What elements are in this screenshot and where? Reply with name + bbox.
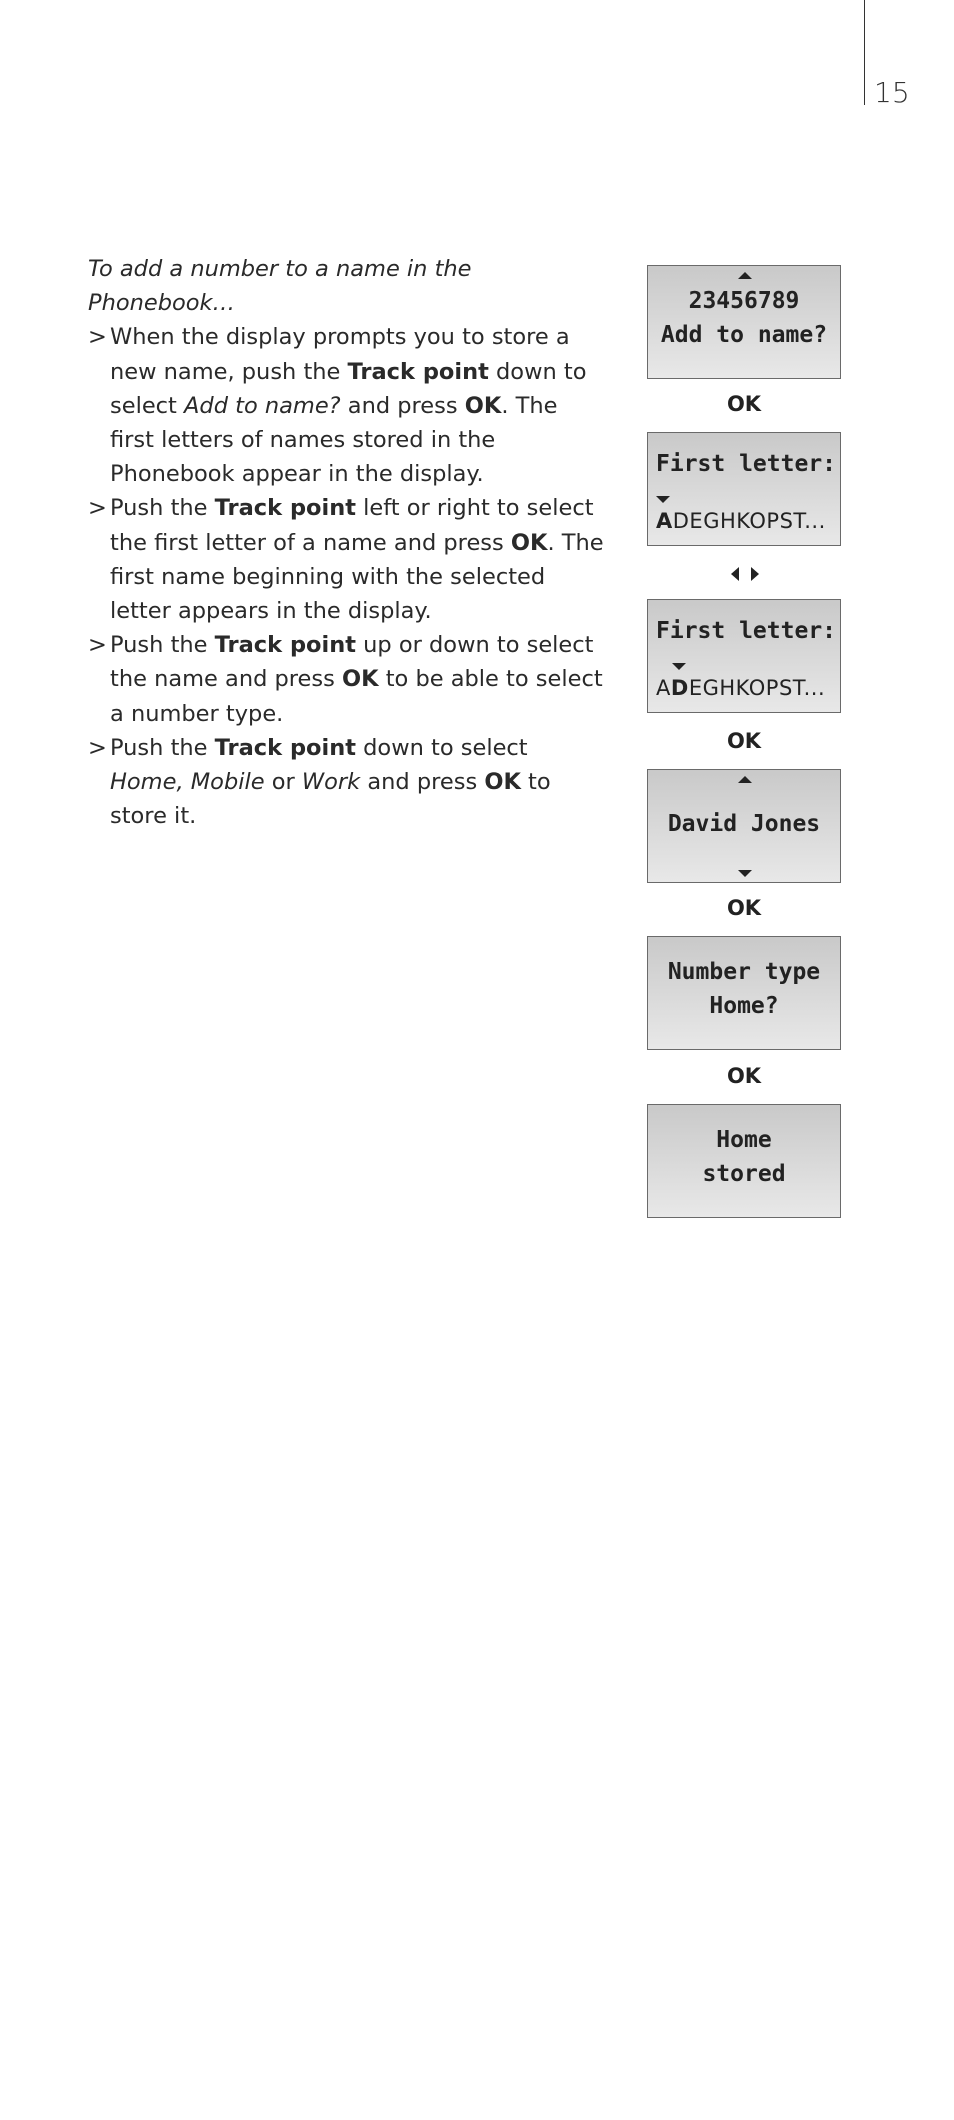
ok-label: OK [726,896,762,920]
selected-letter: D [670,676,689,700]
step-marker: > [88,632,107,659]
steps-list [88,320,608,833]
letter: A [656,676,671,700]
display-screen-3 [647,599,841,713]
display-screen-1 [647,265,841,379]
step-marker: > [88,324,107,351]
step-text: Push the [110,632,215,659]
arrow-right-icon [751,567,759,581]
term-ok: OK [510,529,548,556]
step-text: down to select [356,734,528,761]
step-text: left or right to select the first letter of a name and press [110,495,594,556]
step-text: and press [360,769,485,796]
term-ok: OK [464,392,502,419]
letter-selector [656,676,825,700]
remaining-letters: DEGHKOPST... [672,509,826,533]
ok-label: OK [726,1064,762,1088]
ok-label: OK [726,392,762,416]
step-text: and press [340,392,465,419]
arrow-down-icon [656,496,670,503]
arrow-up-icon [738,272,752,279]
step-marker: > [88,734,107,761]
page-number: 15 [874,76,910,109]
selected-letter: A [656,509,673,533]
display-line: David Jones [667,811,821,837]
page-header-rule [864,0,865,105]
term-track-point: Track point [214,632,356,659]
step-text: Push the [110,495,215,522]
term-add-to-name: Add to name? [184,392,341,419]
display-label: First letter: [656,451,837,477]
step-text: or [264,769,302,796]
step-text: Push the [110,734,215,761]
display-screen-6 [647,1104,841,1218]
step-marker: > [88,495,107,522]
term-home: Home, [110,769,184,796]
term-track-point: Track point [347,358,489,385]
arrow-left-icon [731,567,739,581]
term-track-point: Track point [214,734,356,761]
display-line: Home [716,1127,772,1153]
step-text: to store it. [110,769,551,830]
display-screen-5 [647,936,841,1050]
term-ok: OK [484,769,521,796]
ok-label: OK [726,729,762,753]
term-ok: OK [342,666,379,693]
step-4 [88,731,608,834]
display-line: Number type [667,959,821,985]
step-2 [88,491,608,628]
remaining-letters: EGHKOPST... [688,676,826,700]
step-1 [88,320,608,491]
step-3 [88,628,608,731]
term-mobile: Mobile [190,769,265,796]
display-line: Home? [709,993,779,1019]
letter-selector [656,509,826,533]
display-line: Add to name? [660,322,828,348]
left-right-arrows-icon [731,565,761,583]
step-text: down to select [110,358,587,419]
term-track-point: Track point [214,495,356,522]
step-text [184,769,191,795]
display-label: First letter: [656,618,837,644]
step-text: When the display prompts you to store a new name, push the [110,324,570,385]
intro-heading: To add a number to a name in the Phonebook… [88,256,472,317]
display-screen-2 [647,432,841,546]
step-text: to be able to select a number type. [110,666,603,727]
display-line: 23456789 [688,288,800,314]
term-work: Work [301,769,361,796]
step-text: . The first letters of names stored in the Phonebook appear in the display. [110,392,558,488]
instructions [88,252,608,833]
arrow-up-icon [738,776,752,783]
arrow-down-icon [738,870,752,877]
step-text: up or down to select the name and press [110,632,594,693]
display-line: stored [702,1161,786,1187]
step-text: . The first name beginning with the selected letter appears in the display. [110,529,604,625]
arrow-down-icon [672,663,686,670]
display-screen-4 [647,769,841,883]
